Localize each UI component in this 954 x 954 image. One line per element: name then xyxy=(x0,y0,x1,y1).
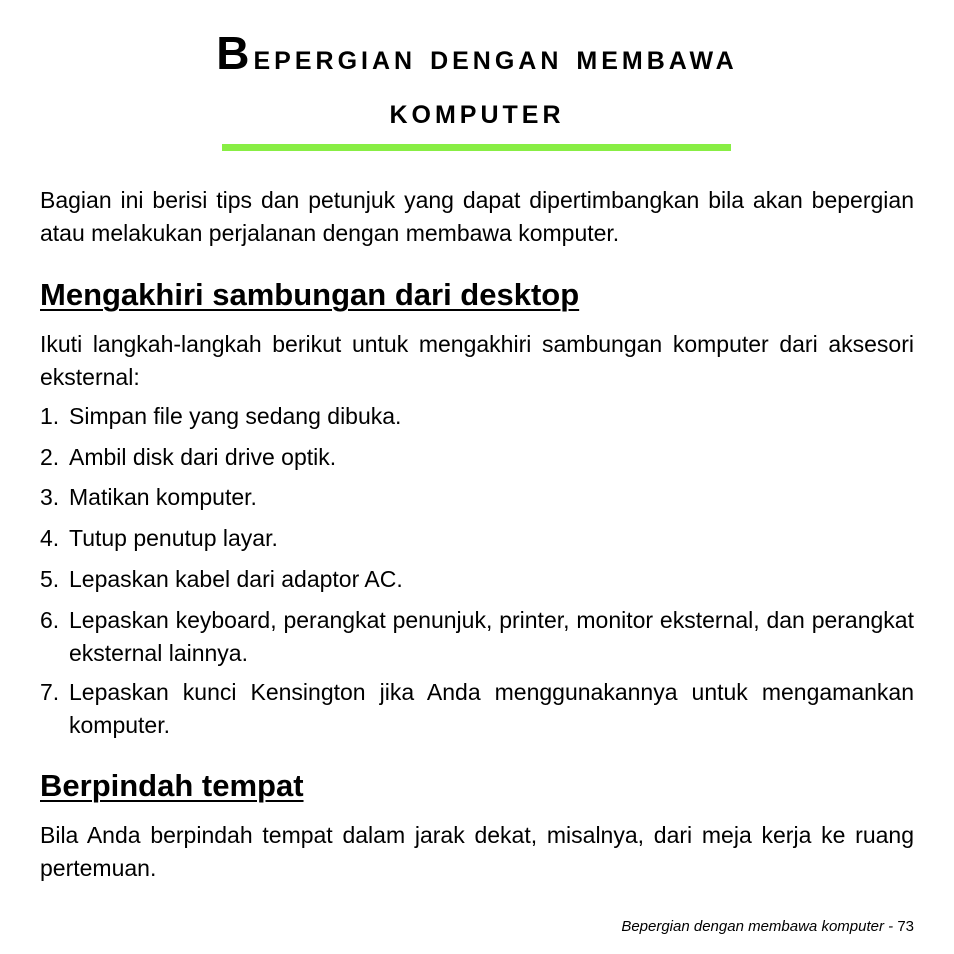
list-text: Lepaskan kabel dari adaptor AC. xyxy=(69,566,403,592)
list-number: 6. xyxy=(40,607,60,633)
list-item xyxy=(40,522,914,555)
intro-paragraph: Bagian ini berisi tips dan petunjuk yang dapat dipertimbangkan bila akan bepergian atau melakukan perjalanan dengan membawa komputer. xyxy=(40,187,914,246)
title-underline-rule xyxy=(222,144,731,151)
list-item xyxy=(40,604,914,670)
footer-running-title: Bepergian dengan membawa komputer - xyxy=(621,918,898,935)
list-number: 7. xyxy=(40,679,60,705)
page-footer xyxy=(621,917,914,937)
list-number: 2. xyxy=(40,444,60,470)
list-text: Lepaskan keyboard, perangkat penunjuk, printer, monitor eksternal, dan perangkat eksternal lainnya. xyxy=(69,607,914,666)
section-heading-disconnect: Mengakhiri sambungan dari desktop xyxy=(40,277,580,312)
section-heading-moving: Berpindah tempat xyxy=(40,768,304,803)
list-item xyxy=(40,400,914,433)
chapter-title xyxy=(40,26,914,138)
list-item xyxy=(40,563,914,596)
list-text: Tutup penutup layar. xyxy=(69,525,278,551)
section-2-lead: Bila Anda berpindah tempat dalam jarak dekat, misalnya, dari meja kerja ke ruang pertemuan. xyxy=(40,822,914,881)
list-text: Simpan file yang sedang dibuka. xyxy=(69,403,402,429)
list-text: Matikan komputer. xyxy=(69,484,257,510)
list-number: 1. xyxy=(40,403,60,429)
section-1-lead: Ikuti langkah-langkah berikut untuk mengakhiri sambungan komputer dari aksesori eksternal: xyxy=(40,331,914,390)
list-number: 3. xyxy=(40,484,60,510)
list-number: 5. xyxy=(40,566,60,592)
list-text: Lepaskan kunci Kensington jika Anda menggunakannya untuk mengamankan komputer. xyxy=(69,679,914,738)
list-item xyxy=(40,441,914,474)
list-number: 4. xyxy=(40,525,60,551)
list-text: Ambil disk dari drive optik. xyxy=(69,444,337,470)
list-item xyxy=(40,481,914,514)
chapter-title-line-1: Bepergian dengan membawa xyxy=(216,27,738,79)
chapter-title-line-2: komputer xyxy=(389,90,565,131)
page-number: 73 xyxy=(897,918,914,935)
list-item xyxy=(40,676,914,742)
